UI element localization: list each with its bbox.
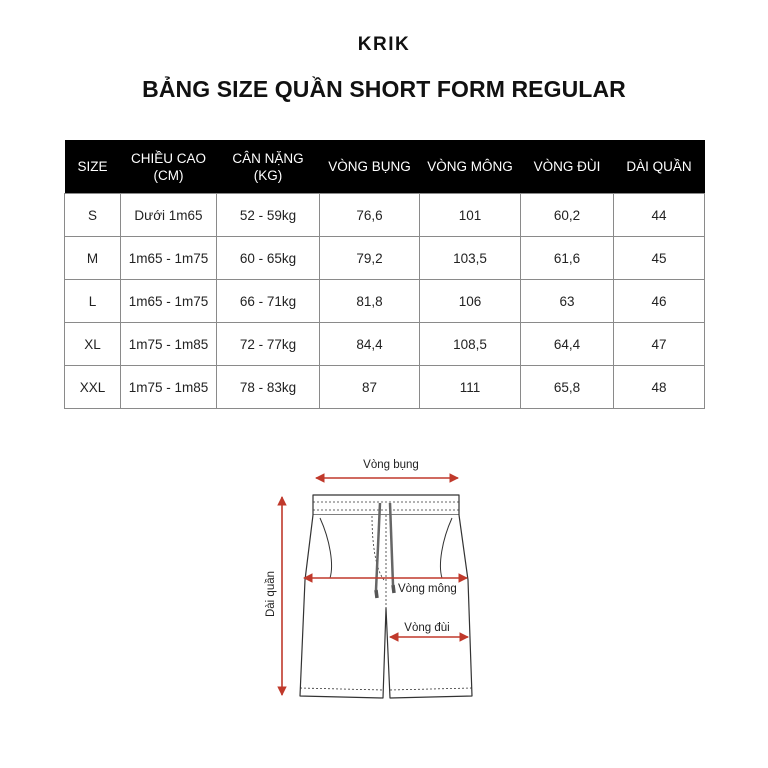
cell-thigh: 63 bbox=[521, 280, 614, 323]
cell-hip: 103,5 bbox=[420, 237, 521, 280]
cell-size: XXL bbox=[65, 366, 121, 409]
cell-waist: 76,6 bbox=[320, 194, 420, 237]
hip-label: Vòng mông bbox=[398, 583, 457, 595]
header-waist: VÒNG BỤNG bbox=[320, 140, 420, 194]
header-weight: CÂN NẶNG (KG) bbox=[217, 140, 320, 194]
cell-height: 1m65 - 1m75 bbox=[121, 237, 217, 280]
cell-weight: 52 - 59kg bbox=[217, 194, 320, 237]
cell-waist: 81,8 bbox=[320, 280, 420, 323]
cell-thigh: 60,2 bbox=[521, 194, 614, 237]
cell-thigh: 61,6 bbox=[521, 237, 614, 280]
cell-length: 44 bbox=[614, 194, 705, 237]
header-thigh: VÒNG ĐÙI bbox=[521, 140, 614, 194]
cell-waist: 79,2 bbox=[320, 237, 420, 280]
cell-length: 45 bbox=[614, 237, 705, 280]
header-hip: VÒNG MÔNG bbox=[420, 140, 521, 194]
cell-length: 46 bbox=[614, 280, 705, 323]
cell-waist: 87 bbox=[320, 366, 420, 409]
header-height: CHIỀU CAO (CM) bbox=[121, 140, 217, 194]
cell-height: Dưới 1m65 bbox=[121, 194, 217, 237]
cell-weight: 60 - 65kg bbox=[217, 237, 320, 280]
cell-hip: 108,5 bbox=[420, 323, 521, 366]
waist-label: Vòng bụng bbox=[363, 459, 419, 471]
cell-size: L bbox=[65, 280, 121, 323]
cell-height: 1m75 - 1m85 bbox=[121, 366, 217, 409]
header-size: SIZE bbox=[65, 140, 121, 194]
cell-waist: 84,4 bbox=[320, 323, 420, 366]
cell-length: 47 bbox=[614, 323, 705, 366]
cell-weight: 66 - 71kg bbox=[217, 280, 320, 323]
shorts-illustration bbox=[300, 495, 472, 698]
cell-thigh: 65,8 bbox=[521, 366, 614, 409]
brand-logo: KRIK bbox=[357, 34, 411, 55]
cell-size: M bbox=[65, 237, 121, 280]
cell-hip: 101 bbox=[420, 194, 521, 237]
cell-weight: 78 - 83kg bbox=[217, 366, 320, 409]
page-title: BẢNG SIZE QUẦN SHORT FORM REGULAR bbox=[142, 76, 626, 102]
cell-size: S bbox=[65, 194, 121, 237]
cell-length: 48 bbox=[614, 366, 705, 409]
cell-weight: 72 - 77kg bbox=[217, 323, 320, 366]
thigh-label: Vòng đùi bbox=[404, 622, 450, 634]
length-label: Dài quần bbox=[265, 570, 277, 618]
cell-hip: 111 bbox=[420, 366, 521, 409]
header-length: DÀI QUẦN bbox=[614, 140, 705, 194]
cell-size: XL bbox=[65, 323, 121, 366]
cell-hip: 106 bbox=[420, 280, 521, 323]
cell-height: 1m65 - 1m75 bbox=[121, 280, 217, 323]
cell-height: 1m75 - 1m85 bbox=[121, 323, 217, 366]
cell-thigh: 64,4 bbox=[521, 323, 614, 366]
